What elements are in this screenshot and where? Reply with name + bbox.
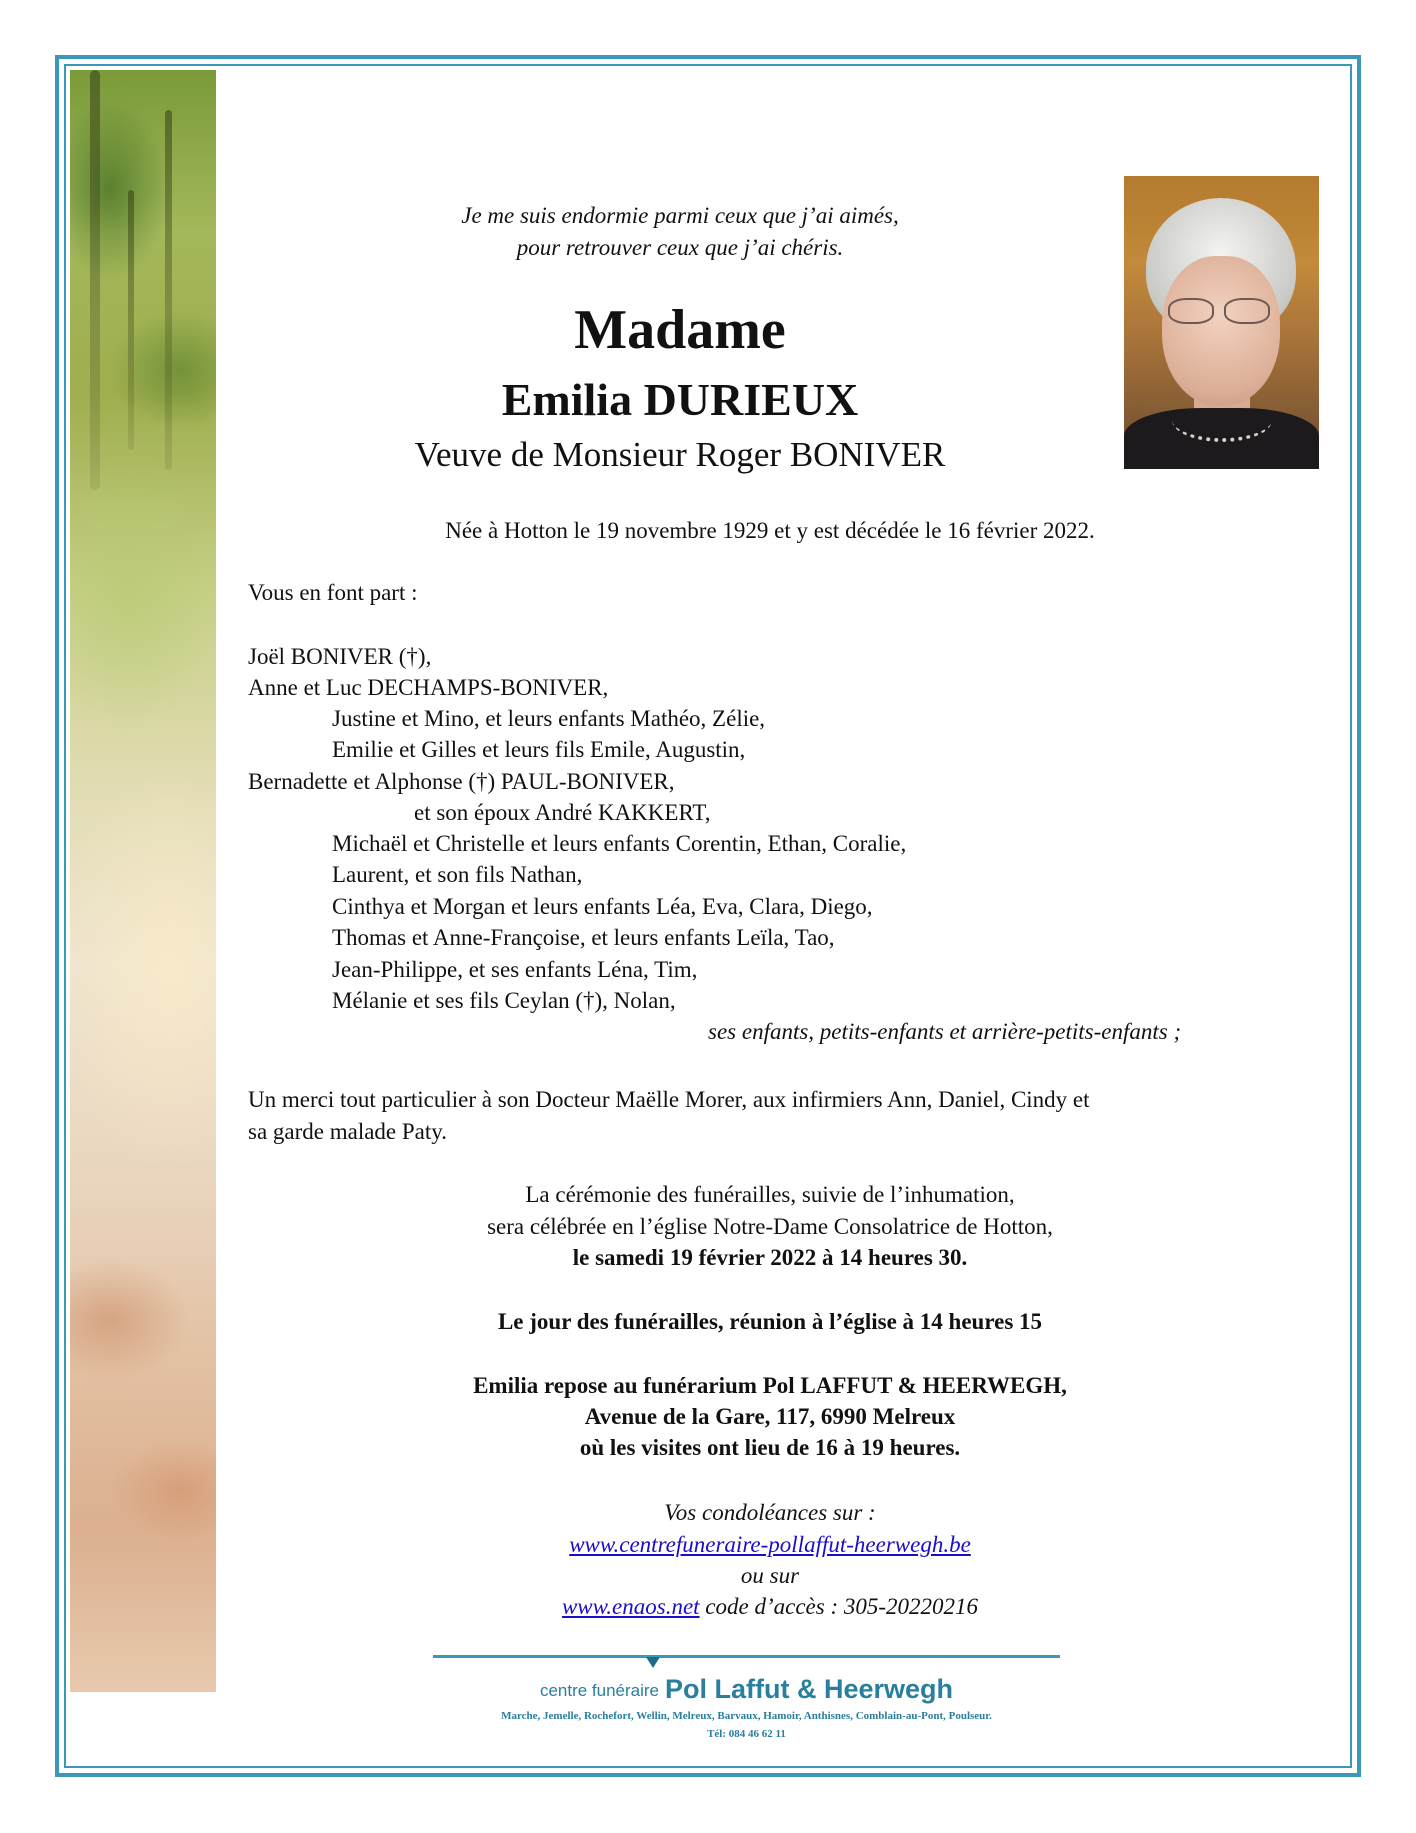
access-code: code d’accès : 305-20220216 [699, 1594, 979, 1619]
family-line: Laurent, et son fils Nathan, [332, 862, 583, 887]
footer-triangle-icon [646, 1657, 660, 1668]
epitaph-line-2: pour retrouver ceux que j’ai chéris. [516, 235, 844, 260]
family-line: Joël BONIVER (†), [248, 644, 432, 669]
brand-small-text: centre funéraire [539, 1681, 660, 1700]
condolences-intro: Vos condoléances sur : [664, 1500, 876, 1525]
thanks-line-1: Un merci tout particulier à son Docteur Maëlle Morer, aux infirmiers Ann, Daniel, Cindy et [248, 1087, 1090, 1112]
forest-path-decorative-strip [70, 70, 216, 1692]
ceremony-line-1: La cérémonie des funérailles, suivie de l’inhumation, [525, 1182, 1015, 1207]
birth-death-line: Née à Hotton le 19 novembre 1929 et y est décédée le 16 février 2022. [445, 518, 1095, 543]
widow-of-line: Veuve de Monsieur Roger BONIVER [414, 435, 946, 474]
family-line: Emilie et Gilles et leurs fils Emile, Augustin, [332, 737, 746, 762]
epitaph-line-1: Je me suis endormie parmi ceux que j’ai aimés, [461, 203, 899, 228]
footer-divider [433, 1655, 1060, 1658]
condolences-enaos-row [250, 1592, 1290, 1622]
family-summary: ses enfants, petits-enfants et arrière-petits-enfants ; [708, 1019, 1182, 1044]
family-line: Cinthya et Morgan et leurs enfants Léa, Eva, Clara, Diego, [332, 894, 873, 919]
enaos-website-link[interactable]: www.enaos.net [561, 1594, 700, 1619]
visitation-hours: où les visites ont lieu de 16 à 19 heures. [579, 1435, 961, 1460]
family-line: Thomas et Anne-Françoise, et leurs enfants Leïla, Tao, [332, 925, 835, 950]
thanks-line-2: sa garde malade Paty. [248, 1119, 448, 1144]
funeral-home-website-link[interactable]: www.centrefuneraire-pollaffut-heerwegh.be [569, 1532, 971, 1557]
family-line: Justine et Mino, et leurs enfants Mathéo, Zélie, [332, 706, 766, 731]
family-line: Michaël et Christelle et leurs enfants Corentin, Ethan, Coralie, [332, 831, 907, 856]
honorific-title: Madame [574, 299, 786, 361]
portrait-photo [1124, 176, 1319, 469]
announcement-intro: Vous en font part : [248, 580, 418, 605]
visitation-address: Avenue de la Gare, 117, 6990 Melreux [584, 1404, 956, 1429]
ceremony-datetime: le samedi 19 février 2022 à 14 heures 30. [572, 1245, 968, 1270]
ceremony-line-2: sera célébrée en l’église Notre-Dame Consolatrice de Hotton, [487, 1214, 1053, 1239]
brand-name: Pol Laffut & Heerwegh [665, 1674, 954, 1704]
footer-phone: Tél: 084 46 62 11 [707, 1728, 786, 1740]
family-line: Bernadette et Alphonse (†) PAUL-BONIVER, [248, 769, 675, 794]
family-line: et son époux André KAKKERT, [414, 800, 711, 825]
family-line: Anne et Luc DECHAMPS-BONIVER, [248, 675, 609, 700]
condolences-link-row [250, 1530, 1290, 1560]
visitation-line-1: Emilia repose au funérarium Pol LAFFUT & HEERWEGH, [473, 1373, 1067, 1398]
footer-locations: Marche, Jemelle, Rochefort, Wellin, Melreux, Barvaux, Hamoir, Anthisnes, Comblain-au-Pont, Poulseur. [501, 1710, 992, 1722]
family-line: Mélanie et ses fils Ceylan (†), Nolan, [332, 988, 676, 1013]
church-meeting: Le jour des funérailles, réunion à l’église à 14 heures 15 [497, 1309, 1043, 1334]
family-line: Jean-Philippe, et ses enfants Léna, Tim, [332, 957, 698, 982]
deceased-name: Emilia DURIEUX [501, 374, 859, 425]
condolences-or: ou sur [740, 1563, 800, 1588]
funeral-home-logo [433, 1674, 1060, 1705]
